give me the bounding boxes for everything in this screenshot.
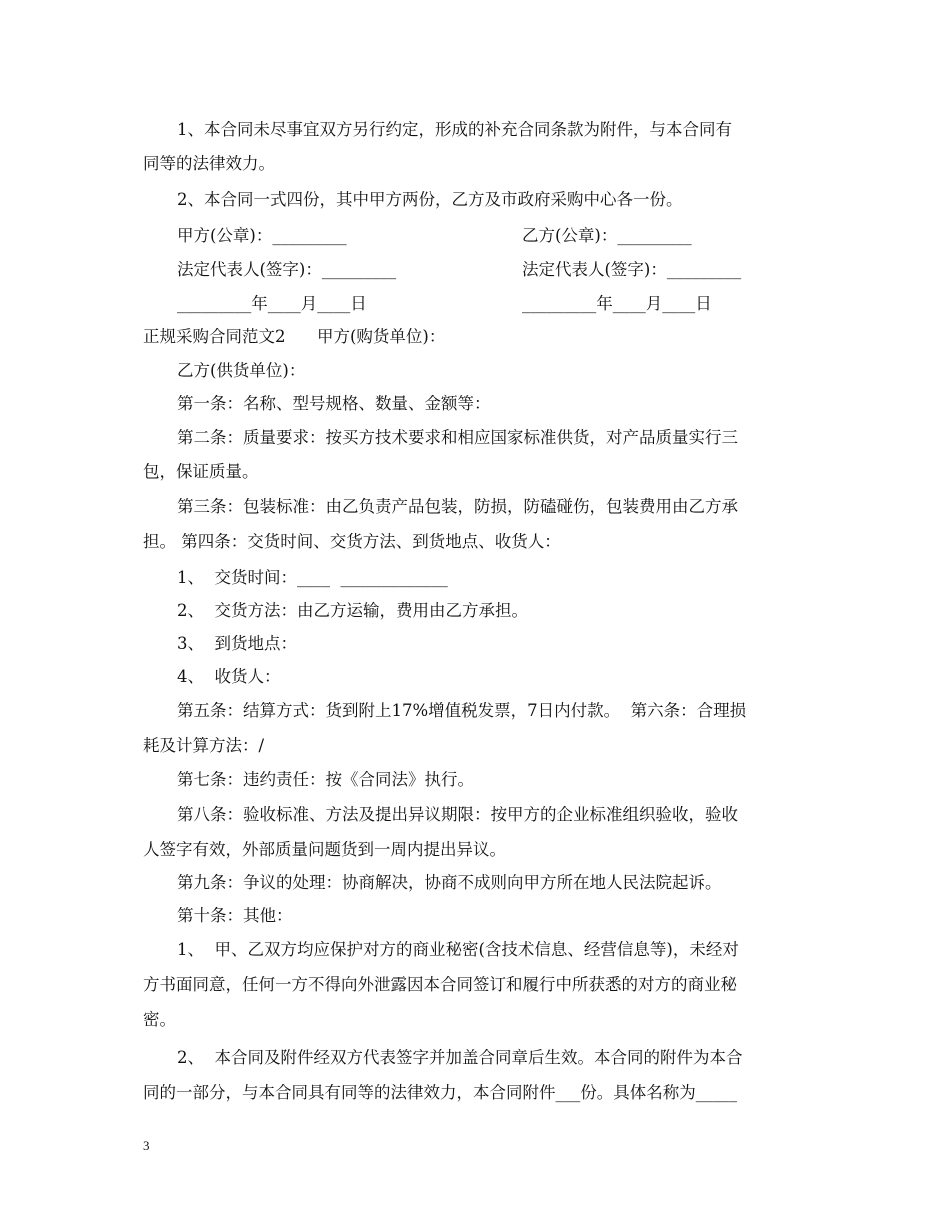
text-line: 第一条：名称、型号规格、数量、金额等： <box>177 394 491 413</box>
text-line: 第九条：争议的处理：协商解决，协商不成则向甲方所在地人民法院起诉。 <box>177 873 722 892</box>
text-line: 同的一部分，与本合同具有同等的法律效力，本合同附件___份。具体名称为_____ <box>143 1083 737 1102</box>
text-line: 方书面同意，任何一方不得向外泄露因本合同签订和履行中所获悉的对方的商业秘 <box>143 975 737 994</box>
text-line: 2、 交货方法：由乙方运输，费用由乙方承担。 <box>177 601 528 620</box>
party-b-rep-line: 法定代表人(签字)：_________ <box>522 260 742 279</box>
text-line: 第十条：其他： <box>177 906 293 925</box>
page-number: 3 <box>143 1138 150 1153</box>
text-line: 包，保证质量。 <box>143 462 259 481</box>
text-line: 2、 本合同及附件经双方代表签字并加盖合同章后生效。本合同的附件为本合 <box>177 1048 743 1067</box>
text-line: 1、 甲、乙双方均应保护对方的商业秘密(含技术信息、经营信息等)，未经对 <box>177 940 739 959</box>
party-a-date-line: _________年____月____日 <box>177 294 367 313</box>
text-line: 担。 第四条：交货时间、交货方法、到货地点、收货人： <box>143 532 561 551</box>
text-line: 4、 收货人： <box>177 667 281 686</box>
text-line: 耗及计算方法：/ <box>143 736 265 755</box>
text-line: 第三条：包装标准：由乙负责产品包装，防损，防磕碰伤，包装费用由乙方承 <box>177 497 738 516</box>
text-line: 1、 交货时间：____ _____________ <box>177 568 448 587</box>
text-line: 第二条：质量要求：按买方技术要求和相应国家标准供货，对产品质量实行三 <box>177 428 738 447</box>
party-a-rep-line: 法定代表人(签字)：_________ <box>177 260 397 279</box>
text-line: 第七条：违约责任：按《合同法》执行。 <box>177 770 474 789</box>
section-heading: 正规采购合同范文2 甲方(购货单位)： <box>143 327 446 346</box>
party-a-seal-line: 甲方(公章)：_________ <box>177 226 347 245</box>
text-line: 1、本合同未尽事宜双方另行约定，形成的补充合同条款为附件，与本合同有 <box>177 120 732 139</box>
party-b-seal-line: 乙方(公章)：_________ <box>522 226 692 245</box>
text-line: 3、 到货地点： <box>177 634 297 653</box>
text-line: 同等的法律效力。 <box>143 154 275 173</box>
text-line: 乙方(供货单位)： <box>177 361 306 380</box>
text-line: 2、本合同一式四份，其中甲方两份，乙方及市政府采购中心各一份。 <box>177 190 683 209</box>
text-line: 人签字有效，外部质量问题货到一周内提出异议。 <box>143 840 506 859</box>
party-b-date-line: _________年____月____日 <box>522 294 712 313</box>
text-line: 密。 <box>143 1010 176 1029</box>
text-line: 第八条：验收标准、方法及提出异议期限：按甲方的企业标准组织验收，验收 <box>177 805 738 824</box>
text-line: 第五条：结算方式：货到附上17%增值税发票，7日内付款。 第六条：合理损 <box>177 701 747 720</box>
